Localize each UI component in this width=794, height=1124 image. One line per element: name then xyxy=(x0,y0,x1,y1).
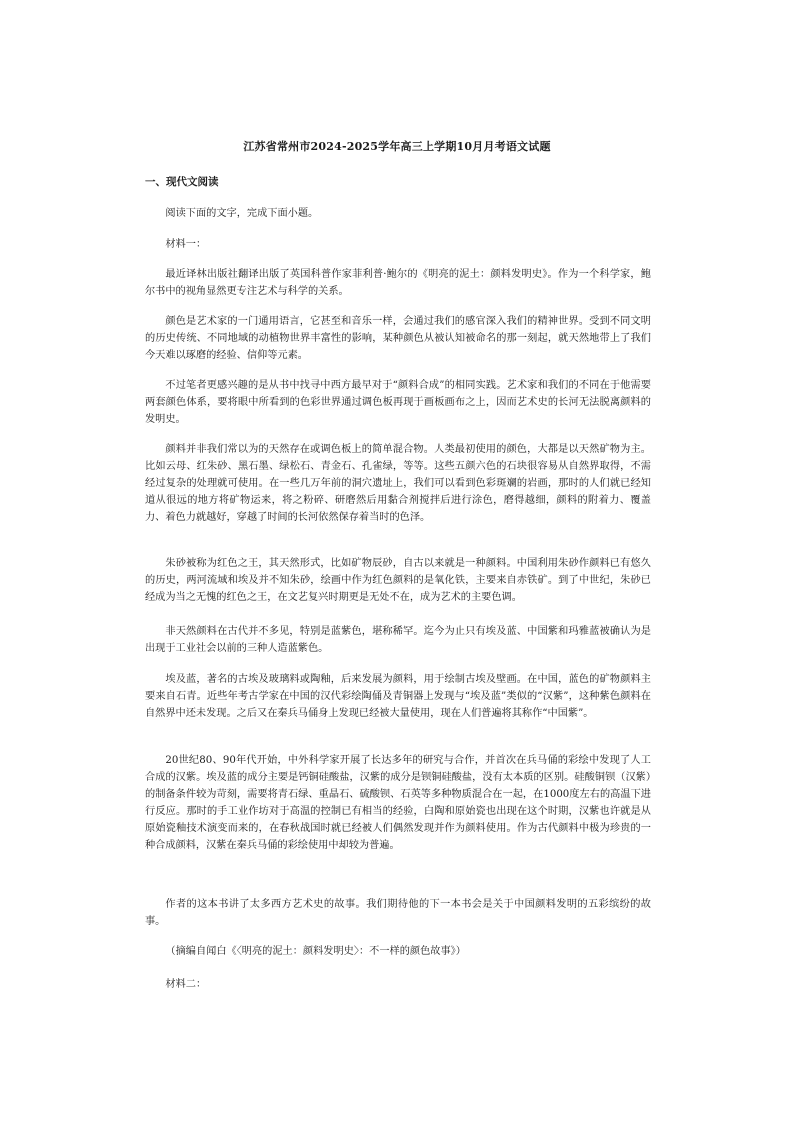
paragraph: 非天然颜料在古代并不多见，特别是蓝紫色，堪称稀罕。迄今为止只有埃及蓝、中国紫和玛雅蓝被确认为是出现于工业社会以前的三种人造蓝紫色。 xyxy=(145,626,651,654)
citation: （摘编自闻白《〈明亮的泥土：颜料发明史〉：不一样的颜色故事》） xyxy=(165,946,466,957)
section-heading: 一、现代文阅读 xyxy=(145,176,219,188)
material2-label: 材料二： xyxy=(165,979,207,990)
instruction-text: 阅读下面的文字，完成下面小题。 xyxy=(165,208,319,219)
material1-label: 材料一： xyxy=(165,239,207,250)
paragraph: 不过笔者更感兴趣的是从书中找寻中西方最早对于“颜料合成”的相同实践。艺术家和我们的不同在于他需要两套颜色体系，要将眼中所看到的色彩世界通过调色板再现于画板画布之上，因而艺术史的长河无法脱离颜料的发明史。 xyxy=(145,380,651,425)
paragraph: 埃及蓝，著名的古埃及玻璃料或陶釉，后来发展为颜料，用于绘制古埃及壁画。在中国，蓝色的矿物颜料主要来自石青。近些年考古学家在中国的汉代彩绘陶俑及青铜器上发现与“埃及蓝”类似的“汉紫”，这种紫色颜料在自然界中还未发现。之后又在秦兵马俑身上发现已经被大量使用，现在人们普遍将其称作“中国紫”。 xyxy=(145,674,651,719)
document-title: 江苏省常州市2024-2025学年高三上学期10月月考语文试题 xyxy=(243,140,551,153)
paragraph: 颜色是艺术家的一门通用语言，它甚至和音乐一样，会通过我们的感官深入我们的精神世界。受到不同文明的历史传统、不同地域的动植物世界丰富性的影响，某种颜色从被认知被命名的那一刻起，就天然地带上了我们今天难以琢磨的经验、信仰等元素。 xyxy=(145,316,651,361)
paragraph: 颜料并非我们常以为的天然存在或调色板上的简单混合物。人类最初使用的颜色，大都是以天然矿物为主。比如云母、红朱砂、黑石墨、绿松石、青金石、孔雀绿，等等。这些五颜六色的石块很容易从自然界取得，不需经过复杂的处理就可使用。在一些几万年前的洞穴遗址上，我们可以看到色彩斑斓的岩画，那时的人们就已经知道从很远的地方将矿物运来，将之粉碎、研磨然后用黏合剂搅拌后进行涂色，磨得越细，颜料的附着力、覆盖力、着色力就越好，穿越了时间的长河依然保存着当时的色泽。 xyxy=(145,444,651,523)
paragraph: 20世纪80、90年代开始，中外科学家开展了长达多年的研究与合作，并首次在兵马俑的彩绘中发现了人工合成的汉紫。埃及蓝的成分主要是钙铜硅酸盐，汉紫的成分是钡铜硅酸盐，没有太本质的区别。硅酸铜钡（汉紫）的制备条件较为苛刻，需要将青石绿、重晶石、硫酸钡、石英等多种物质混合在一起，在1000度左右的高温下进行反应。那时的手工业作坊对于高温的控制已有相当的经验，白陶和原始瓷也出现在这个时期，汉紫也许就是从原始瓷釉技术演变而来的，在春秋战国时就已经被人们偶然发现并作为颜料使用。作为古代颜料中极为珍贵的一种合成颜料，汉紫在秦兵马俑的彩绘使用中却较为普遍。 xyxy=(145,755,651,851)
paragraph: 最近译林出版社翻译出版了英国科普作家菲利普·鲍尔的《明亮的泥土：颜料发明史》。作为一个科学家，鲍尔书中的视角显然更专注艺术与科学的关系。 xyxy=(145,269,651,297)
paragraph: 作者的这本书讲了太多西方艺术史的故事。我们期待他的下一本书会是关于中国颜料发明的五彩缤纷的故事。 xyxy=(145,899,651,927)
paragraph: 朱砂被称为红色之王，其天然形式，比如矿物辰砂，自古以来就是一种颜料。中国利用朱砂作颜料已有悠久的历史，两河流域和埃及并不知朱砂，绘画中作为红色颜料的是氧化铁，主要来自赤铁矿。到了中世纪，朱砂已经成为当之无愧的红色之王，在文艺复兴时期更是无处不在，成为艺术的主要色调。 xyxy=(145,558,651,603)
